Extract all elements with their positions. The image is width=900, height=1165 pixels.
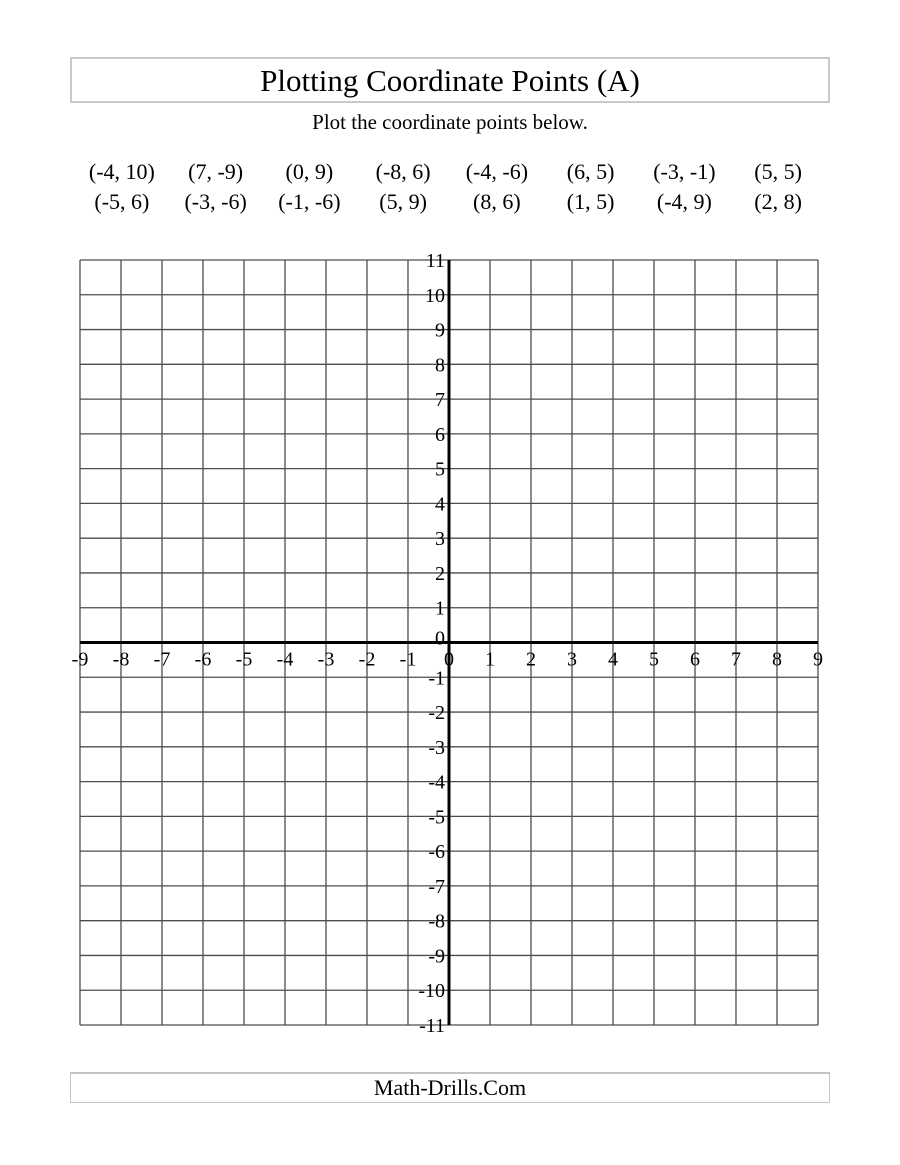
y-tick-label: 7 [435, 389, 445, 412]
x-tick-label: 6 [690, 648, 700, 671]
coordinate-point: (-4, -6) [465, 159, 529, 184]
coordinate-point: (1, 5) [566, 189, 615, 214]
y-tick-label: 10 [425, 284, 445, 307]
y-tick-label: -1 [428, 667, 445, 690]
y-tick-label: 1 [435, 597, 445, 620]
y-tick-label: -8 [428, 910, 445, 933]
y-tick-label: -4 [428, 771, 445, 794]
footer-brand: Math-Drills.Com [373, 1075, 527, 1100]
page-title: Plotting Coordinate Points (A) [260, 62, 640, 98]
coordinate-point: (7, -9) [188, 159, 244, 184]
y-tick-label: 2 [435, 562, 445, 585]
coordinate-point: (2, 8) [754, 189, 802, 214]
coordinate-point: (6, 5) [566, 159, 615, 184]
footer-box [70, 1072, 830, 1103]
coordinate-grid [60, 238, 850, 1050]
x-tick-label: 4 [608, 648, 618, 671]
coordinate-point: (-3, -1) [653, 159, 716, 184]
y-tick-label: 9 [435, 319, 445, 342]
coordinate-point: (-1, -6) [278, 189, 341, 214]
coordinate-point: (0, 9) [285, 159, 334, 184]
x-tick-label: -6 [194, 648, 212, 671]
coordinate-point: (-3, -6) [184, 189, 247, 214]
x-tick-label: 7 [731, 648, 741, 671]
title-box [70, 57, 830, 103]
x-tick-label: -8 [112, 648, 130, 671]
x-tick-label: 1 [485, 648, 495, 671]
y-tick-label: -10 [418, 980, 445, 1003]
x-tick-label: -2 [358, 648, 376, 671]
x-tick-label: -1 [399, 648, 417, 671]
coordinate-point: (5, 9) [379, 189, 427, 214]
y-tick-label: 8 [435, 354, 445, 377]
y-tick-label: -11 [419, 1015, 445, 1037]
coordinate-point: (-4, 10) [88, 159, 155, 184]
y-tick-label: 0 [435, 627, 445, 650]
y-tick-label: -5 [428, 806, 445, 829]
y-tick-label: 11 [425, 250, 445, 272]
coordinate-points-list [75, 157, 825, 217]
y-tick-label: 5 [435, 458, 445, 481]
coordinate-point: (-8, 6) [375, 159, 431, 184]
y-tick-label: 3 [435, 528, 445, 551]
x-tick-label: 8 [772, 648, 782, 671]
y-tick-label: 6 [435, 423, 445, 446]
x-tick-label: 3 [567, 648, 577, 671]
x-tick-label: 9 [813, 648, 823, 671]
coordinate-point: (-4, 9) [656, 189, 712, 214]
x-tick-label: -3 [317, 648, 335, 671]
coordinate-point: (8, 6) [473, 189, 521, 214]
x-tick-label: -7 [153, 648, 171, 671]
y-tick-label: -6 [428, 841, 445, 864]
x-tick-label: -4 [276, 648, 294, 671]
coordinate-point: (-5, 6) [94, 189, 150, 214]
x-tick-label: -9 [71, 648, 89, 671]
y-tick-label: -7 [428, 875, 445, 898]
x-tick-label: 5 [649, 648, 659, 671]
y-tick-label: 4 [435, 493, 445, 516]
coordinate-point: (5, 5) [754, 159, 802, 184]
y-tick-label: -9 [428, 945, 445, 968]
y-tick-label: -3 [428, 736, 445, 759]
x-tick-label: -5 [235, 648, 253, 671]
x-tick-label: 0 [444, 648, 454, 671]
y-tick-label: -2 [428, 702, 445, 725]
instructions: Plot the coordinate points below. [312, 110, 588, 134]
x-tick-label: 2 [526, 648, 536, 671]
